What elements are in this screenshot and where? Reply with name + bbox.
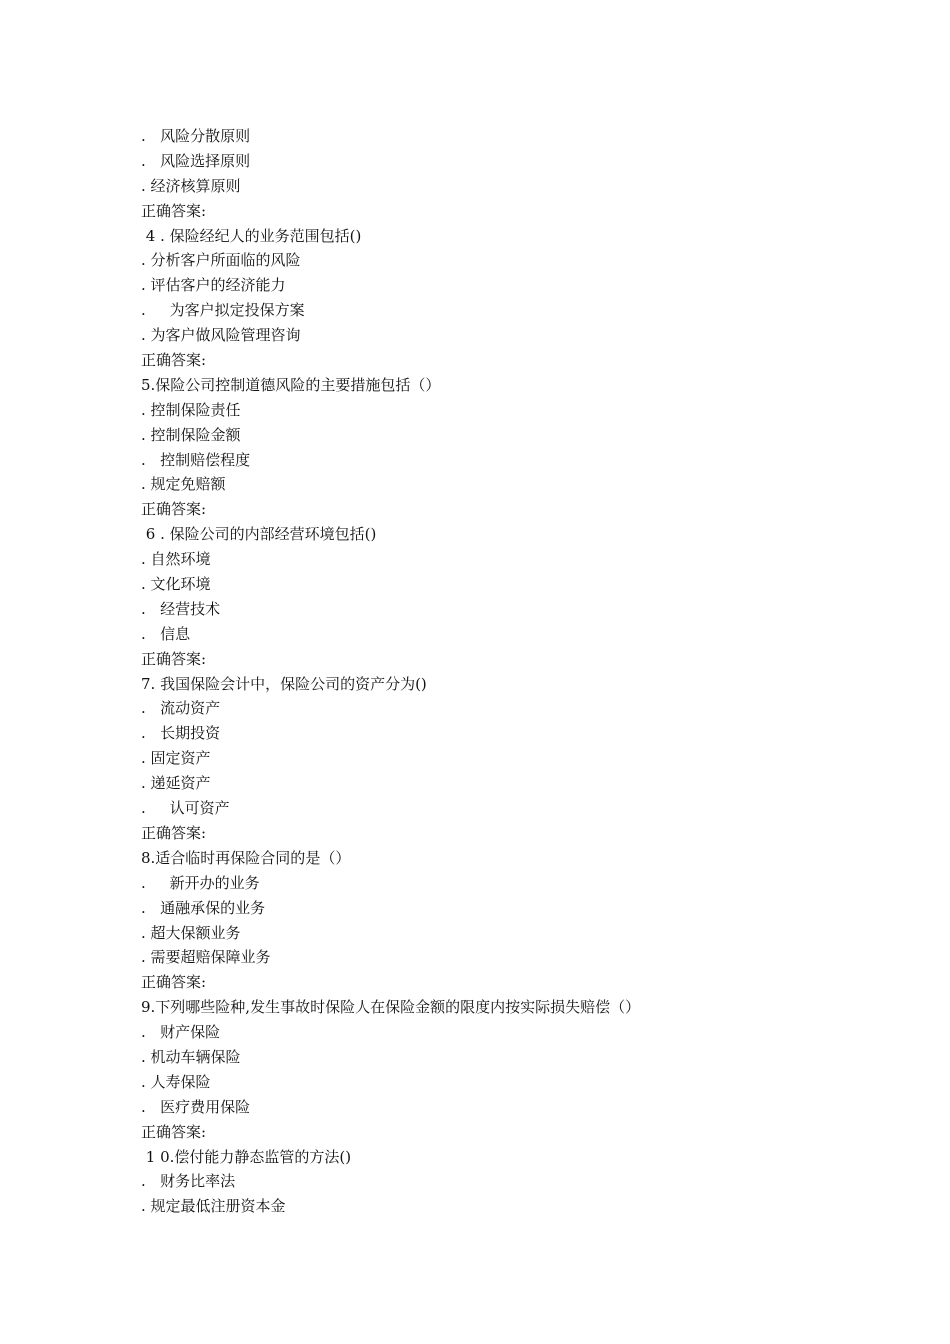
option-line: . 评估客户的经济能力 [141, 276, 286, 295]
question-line: 4 . 保险经纪人的业务范围包括() [141, 226, 362, 245]
question-line: 8.适合临时再保险合同的是（） [141, 848, 351, 867]
option-line: . 信息 [141, 624, 191, 643]
question-line: 6 . 保险公司的内部经营环境包括() [141, 525, 377, 544]
option-line: . 控制赔偿程度 [141, 450, 251, 469]
option-line: . 经营技术 [141, 599, 221, 618]
answer-label: 正确答案: [141, 973, 207, 992]
option-line: . 规定免赔额 [141, 475, 226, 494]
option-line: . 机动车辆保险 [141, 1047, 241, 1066]
answer-label: 正确答案: [141, 201, 207, 220]
option-line: . 医疗费用保险 [141, 1097, 251, 1116]
option-line: . 风险分散原则 [141, 127, 251, 145]
option-line: . 人寿保险 [141, 1072, 211, 1091]
option-line: . 财产保险 [141, 1023, 221, 1042]
answer-label: 正确答案: [141, 823, 207, 842]
option-line: . 规定最低注册资本金 [141, 1197, 286, 1216]
document-page [141, 124, 901, 1219]
option-line: . 超大保额业务 [141, 923, 241, 942]
option-line: . 通融承保的业务 [141, 898, 266, 917]
question-line: 9.下列哪些险种,发生事故时保险人在保险金额的限度内按实际损失赔偿（） [141, 998, 641, 1017]
answer-label: 正确答案: [141, 1122, 207, 1141]
option-line: . 分析客户所面临的风险 [141, 251, 301, 270]
option-line: . 固定资产 [141, 749, 211, 768]
option-line: . 文化环境 [141, 575, 211, 594]
option-line: . 自然环境 [141, 550, 211, 569]
answer-label: 正确答案: [141, 649, 207, 668]
option-line: . 为客户拟定投保方案 [141, 301, 305, 320]
option-line: . 为客户做风险管理咨询 [141, 326, 301, 345]
option-line: . 流动资产 [141, 699, 221, 718]
option-line: . 控制保险金额 [141, 425, 241, 444]
question-line: 7. 我国保险会计中，保险公司的资产分为() [141, 674, 427, 693]
option-line: . 认可资产 [141, 799, 230, 818]
option-line: . 控制保险责任 [141, 400, 241, 419]
option-line: . 递延资产 [141, 774, 211, 793]
option-line: . 财务比率法 [141, 1172, 236, 1191]
question-line: 5.保险公司控制道德风险的主要措施包括（） [141, 375, 441, 394]
option-line: . 长期投资 [141, 724, 221, 743]
question-line: 1 0.偿付能力静态监管的方法() [141, 1147, 352, 1166]
option-line: . 风险选择原则 [141, 151, 251, 170]
answer-label: 正确答案: [141, 500, 207, 519]
option-line: . 需要超赔保障业务 [141, 948, 271, 967]
option-line: . 经济核算原则 [141, 176, 241, 195]
answer-label: 正确答案: [141, 351, 207, 370]
option-line: . 新开办的业务 [141, 873, 260, 892]
